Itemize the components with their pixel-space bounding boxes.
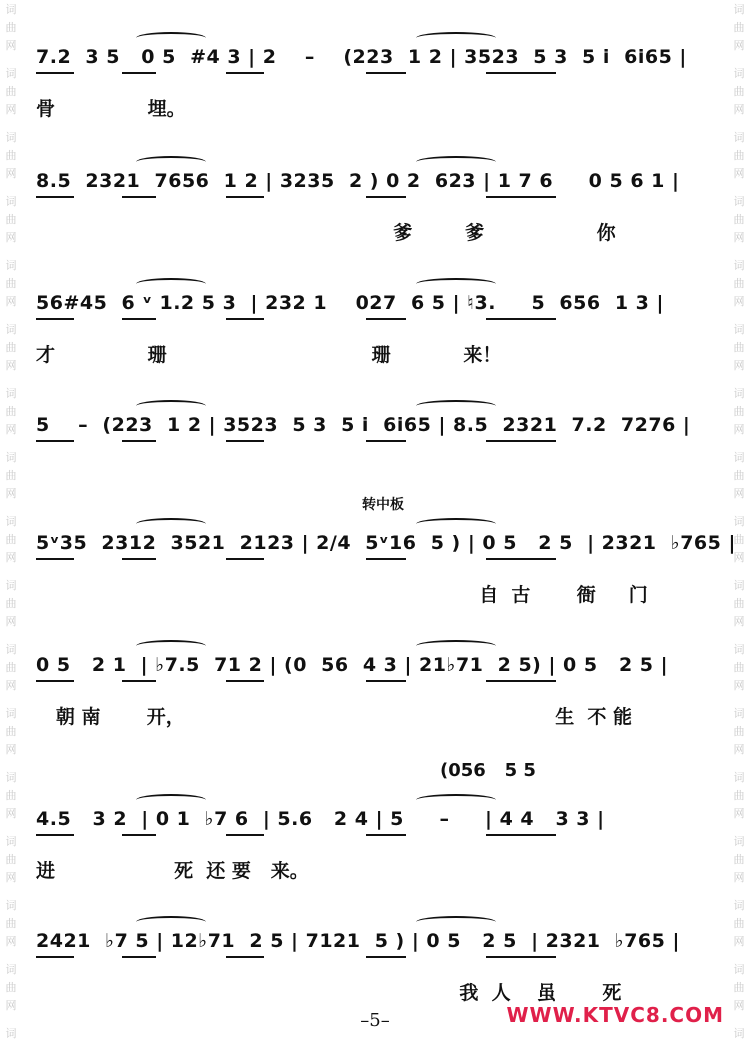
watermark-glyph: 词	[733, 195, 745, 208]
beam-underline	[486, 956, 556, 958]
watermark-glyph: 曲	[5, 917, 17, 930]
watermark-glyph: 词	[733, 3, 745, 16]
watermark-glyph: 词	[733, 963, 745, 976]
watermark-glyph: 网	[733, 679, 745, 692]
beam-underline	[486, 558, 556, 560]
beam-underline	[36, 680, 74, 682]
watermark-glyph: 词	[5, 259, 17, 272]
watermark-glyph: 词	[5, 323, 17, 336]
beam-underline	[36, 196, 74, 198]
beam-underline	[36, 558, 74, 560]
watermark-glyph: 词	[733, 323, 745, 336]
watermark-glyph: 网	[5, 103, 17, 116]
watermark-glyph: 词	[5, 899, 17, 912]
beam-underline	[122, 680, 156, 682]
watermark-glyph: 词	[5, 771, 17, 784]
beam-underline	[226, 72, 264, 74]
watermark-glyph: 曲	[5, 85, 17, 98]
watermark-glyph: 网	[733, 743, 745, 756]
watermark-glyph: 曲	[733, 725, 745, 738]
watermark-glyph: 词	[733, 451, 745, 464]
slur-mark	[416, 794, 496, 806]
notation-line: 7.2 3 5 0 5 #4 3 | 2 – (223 1 2 | 3523 5 3 5 i 6i65 |	[36, 46, 687, 68]
watermark-glyph: 曲	[733, 853, 745, 866]
watermark-glyph: 曲	[5, 661, 17, 674]
watermark-glyph: 网	[733, 935, 745, 948]
watermark-glyph: 网	[5, 871, 17, 884]
watermark-glyph: 词	[5, 579, 17, 592]
watermark-glyph: 曲	[5, 405, 17, 418]
slur-mark	[136, 794, 206, 806]
lyrics-line: 才 珊 珊 来！	[36, 344, 502, 366]
beam-underline	[226, 196, 264, 198]
notation-line: 8.5 2321 7656 1 2 | 3235 2 ) 0 2 623 | 1 7 6 0 5 6 1 |	[36, 170, 680, 192]
watermark-glyph: 曲	[733, 917, 745, 930]
beam-underline	[366, 440, 406, 442]
slur-mark	[136, 156, 206, 168]
watermark-glyph: 网	[5, 231, 17, 244]
beam-underline	[366, 558, 406, 560]
score-system-2	[36, 168, 726, 248]
score-system-1	[36, 44, 726, 124]
watermark-glyph: 网	[733, 423, 745, 436]
beam-underline	[122, 440, 156, 442]
watermark-glyph: 词	[733, 771, 745, 784]
lyrics-line: 骨 埋。	[36, 98, 186, 120]
watermark-glyph: 网	[5, 423, 17, 436]
watermark-glyph: 网	[733, 807, 745, 820]
score-system-3	[36, 290, 726, 370]
slur-mark	[416, 278, 496, 290]
slur-mark	[416, 156, 496, 168]
beam-underline	[122, 318, 156, 320]
notation-line: 5 – (223 1 2 | 3523 5 3 5 i 6i65 | 8.5 2321 7.2 7276 |	[36, 414, 691, 436]
beam-underline	[226, 318, 264, 320]
watermark-glyph: 词	[5, 3, 17, 16]
slur-mark	[136, 400, 206, 412]
watermark-glyph: 词	[733, 67, 745, 80]
watermark-glyph: 曲	[5, 21, 17, 34]
beam-underline	[226, 558, 264, 560]
beam-underline	[486, 680, 556, 682]
beam-underline	[36, 318, 74, 320]
watermark-glyph: 网	[5, 167, 17, 180]
watermark-glyph: 词	[733, 899, 745, 912]
watermark-glyph: 曲	[5, 533, 17, 546]
watermark-glyph: 曲	[733, 469, 745, 482]
beam-underline	[36, 72, 74, 74]
tempo-marking: 转中板	[362, 497, 404, 513]
watermark-glyph: 网	[733, 487, 745, 500]
watermark-glyph: 网	[5, 743, 17, 756]
slur-mark	[136, 278, 206, 290]
beam-underline	[122, 956, 156, 958]
watermark-glyph: 网	[733, 871, 745, 884]
watermark-glyph: 词	[5, 963, 17, 976]
watermark-glyph: 曲	[5, 981, 17, 994]
watermark-glyph: 词	[5, 515, 17, 528]
watermark-glyph: 网	[733, 615, 745, 628]
watermark-glyph: 网	[733, 231, 745, 244]
watermark-right	[728, 0, 750, 1053]
watermark-glyph: 网	[733, 551, 745, 564]
watermark-glyph: 曲	[733, 533, 745, 546]
slur-mark	[136, 640, 206, 652]
watermark-glyph: 网	[5, 999, 17, 1012]
beam-underline	[122, 558, 156, 560]
score-system-6	[36, 652, 726, 732]
watermark-glyph: 网	[5, 295, 17, 308]
watermark-glyph: 词	[5, 835, 17, 848]
watermark-glyph: 词	[733, 643, 745, 656]
watermark-glyph: 词	[733, 1027, 745, 1040]
watermark-left	[0, 0, 22, 1053]
notation-line: 0 5 2 1 | ♭7.5 71 2 | (0 56 4 3 | 21♭71 2 5) | 0 5 2 5 |	[36, 654, 669, 676]
watermark-glyph: 网	[733, 295, 745, 308]
beam-underline	[36, 834, 74, 836]
slur-mark	[136, 518, 206, 530]
watermark-glyph: 网	[5, 807, 17, 820]
beam-underline	[122, 834, 156, 836]
beam-underline	[486, 318, 556, 320]
watermark-glyph: 词	[5, 1027, 17, 1040]
lyrics-line: 进 死 还 要 来。	[36, 860, 309, 882]
beam-underline	[226, 956, 264, 958]
watermark-glyph: 词	[733, 387, 745, 400]
watermark-glyph: 网	[733, 103, 745, 116]
watermark-glyph: 网	[5, 679, 17, 692]
watermark-glyph: 曲	[5, 597, 17, 610]
watermark-glyph: 曲	[733, 21, 745, 34]
beam-underline	[36, 956, 74, 958]
lyrics-line: 爹 爹 你	[36, 222, 616, 244]
score-system-8	[36, 928, 726, 1008]
watermark-glyph: 曲	[5, 725, 17, 738]
interlude-above-notes: (056 5 5	[440, 760, 536, 781]
beam-underline	[122, 196, 156, 198]
notation-line: 2421 ♭7 5 | 12♭71 2 5 | 7121 5 ) | 0 5 2 5 | 2321 ♭765 |	[36, 930, 680, 952]
watermark-glyph: 曲	[733, 661, 745, 674]
slur-mark	[416, 32, 496, 44]
beam-underline	[36, 440, 74, 442]
page-number: –5–	[360, 1010, 390, 1031]
lyrics-line: 我 人 虽 死	[36, 982, 622, 1004]
notation-line: 5ᵛ35 2312 3521 2123 | 2/4 5ᵛ16 5 ) | 0 5 2 5 | 2321 ♭765 |	[36, 532, 736, 554]
watermark-glyph: 曲	[733, 149, 745, 162]
beam-underline	[366, 196, 406, 198]
beam-underline	[366, 834, 406, 836]
site-watermark: WWW.KTVC8.COM	[506, 1003, 724, 1027]
watermark-glyph: 曲	[5, 149, 17, 162]
watermark-glyph: 曲	[733, 277, 745, 290]
watermark-glyph: 曲	[733, 597, 745, 610]
beam-underline	[226, 834, 264, 836]
beam-underline	[366, 680, 406, 682]
notation-line: 56#45 6 ᵛ 1.2 5 3 | 232 1 027 6 5 | ♮3. 5 656 1 3 |	[36, 292, 664, 314]
watermark-glyph: 词	[5, 67, 17, 80]
watermark-glyph: 词	[5, 643, 17, 656]
slur-mark	[416, 916, 496, 928]
watermark-glyph: 网	[5, 359, 17, 372]
score-system-5	[36, 530, 736, 610]
beam-underline	[486, 440, 556, 442]
watermark-glyph: 网	[733, 999, 745, 1012]
watermark-glyph: 词	[733, 515, 745, 528]
beam-underline	[366, 318, 406, 320]
watermark-glyph: 网	[5, 615, 17, 628]
watermark-glyph: 网	[5, 935, 17, 948]
beam-underline	[366, 956, 406, 958]
beam-underline	[122, 72, 156, 74]
slur-mark	[136, 916, 206, 928]
beam-underline	[366, 72, 406, 74]
watermark-glyph: 词	[5, 707, 17, 720]
watermark-glyph: 曲	[733, 789, 745, 802]
watermark-glyph: 词	[733, 579, 745, 592]
watermark-glyph: 曲	[5, 789, 17, 802]
watermark-glyph: 网	[733, 39, 745, 52]
beam-underline	[226, 680, 264, 682]
slur-mark	[416, 400, 496, 412]
watermark-glyph: 曲	[5, 277, 17, 290]
score-system-4	[36, 412, 726, 492]
slur-mark	[416, 518, 496, 530]
beam-underline	[226, 440, 264, 442]
watermark-glyph: 词	[5, 451, 17, 464]
slur-mark	[416, 640, 496, 652]
notation-line: 4.5 3 2 | 0 1 ♭7 6 | 5.6 2 4 | 5 – | 4 4 3 3 |	[36, 808, 605, 830]
watermark-glyph: 词	[733, 835, 745, 848]
watermark-glyph: 网	[5, 551, 17, 564]
watermark-glyph: 曲	[733, 341, 745, 354]
lyrics-line: 自 古 衙 门	[36, 584, 648, 606]
watermark-glyph: 网	[5, 39, 17, 52]
watermark-glyph: 网	[733, 167, 745, 180]
watermark-glyph: 词	[733, 259, 745, 272]
watermark-glyph: 曲	[733, 213, 745, 226]
watermark-glyph: 曲	[5, 341, 17, 354]
watermark-glyph: 曲	[5, 213, 17, 226]
watermark-glyph: 词	[5, 131, 17, 144]
beam-underline	[486, 834, 556, 836]
watermark-glyph: 词	[733, 707, 745, 720]
watermark-glyph: 曲	[733, 981, 745, 994]
watermark-glyph: 网	[733, 359, 745, 372]
lyrics-line	[36, 464, 726, 490]
watermark-glyph: 曲	[5, 469, 17, 482]
slur-mark	[136, 32, 206, 44]
watermark-glyph: 词	[5, 387, 17, 400]
beam-underline	[486, 196, 556, 198]
watermark-glyph: 网	[5, 487, 17, 500]
watermark-glyph: 词	[5, 195, 17, 208]
watermark-glyph: 曲	[5, 853, 17, 866]
watermark-glyph: 曲	[733, 405, 745, 418]
lyrics-line: 朝 南 开， 生 不 能	[36, 706, 633, 728]
score-system-7	[36, 806, 726, 886]
watermark-glyph: 词	[733, 131, 745, 144]
beam-underline	[486, 72, 556, 74]
watermark-glyph: 曲	[733, 85, 745, 98]
